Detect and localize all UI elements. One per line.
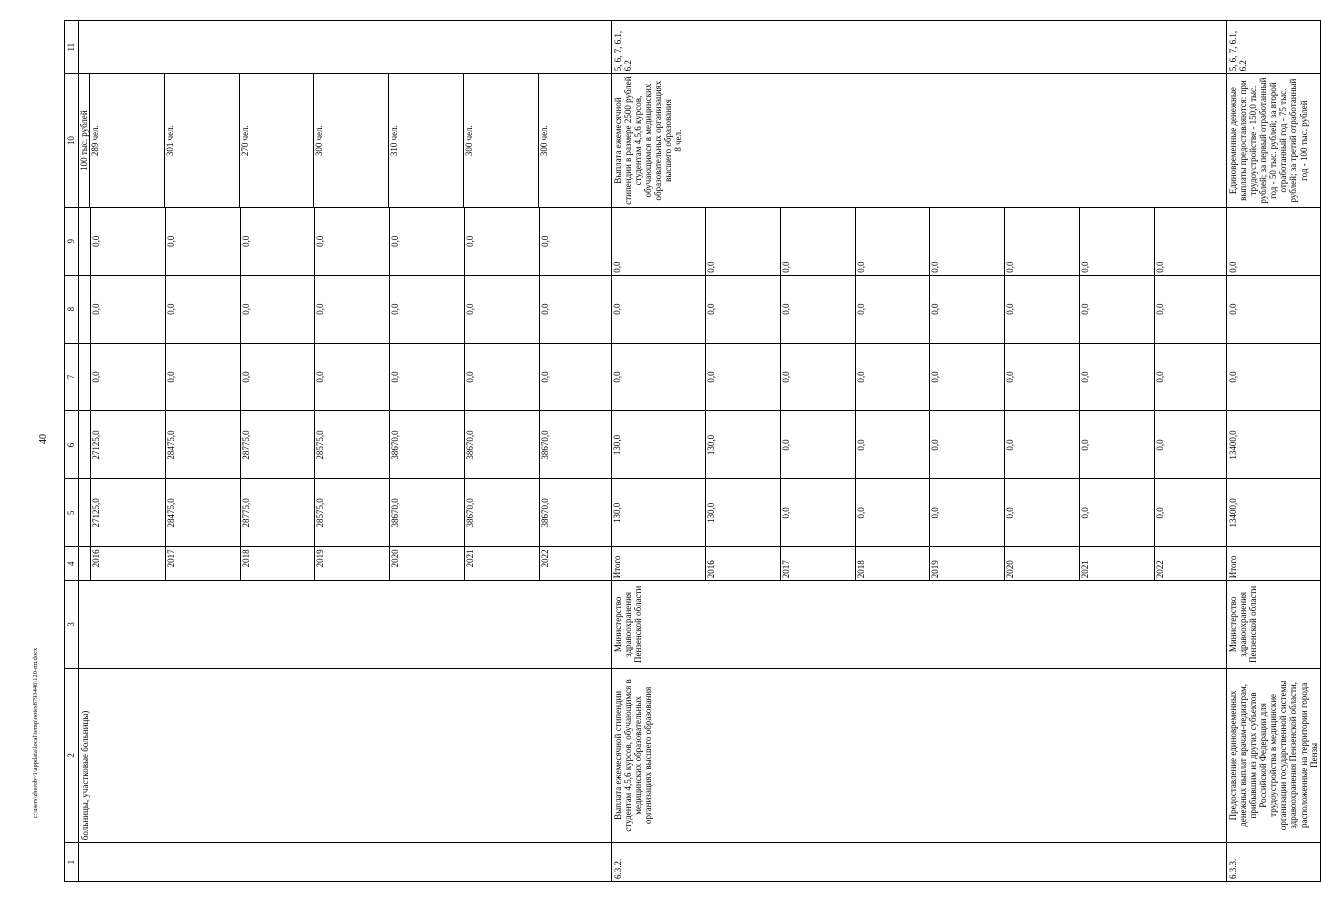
sub-cell: 0,0	[780, 276, 855, 343]
total-label: Итого	[1227, 547, 1321, 581]
row-refs: 5, 6, 7, 6.1, 6.2	[1227, 21, 1321, 74]
row-indicator: Единовременные денежные выплаты предоставляются: при трудоустройстве - 150,0 тыс. рублей; за первый отработанный год - 50 тыс. рублей; за второй отработанный год - 75 тыс. рублей; за третий отработанный год - 100 тыс. рублей	[1227, 74, 1321, 207]
sub-cell: 0,0	[315, 344, 390, 411]
total-col5: 130,0	[612, 502, 622, 523]
cont-executor	[79, 581, 612, 668]
sub-cell: 0,0	[1154, 261, 1165, 273]
continuation-row	[79, 21, 612, 882]
cont-col6	[79, 411, 612, 479]
sub-cell: 0,0	[240, 276, 315, 343]
header-cell: 6	[65, 411, 79, 479]
sub-cell: 0,0	[1080, 208, 1155, 275]
sub-cell: 2021	[465, 547, 540, 580]
sub-cell: 2022	[539, 549, 550, 568]
sub-cell: 0,0	[390, 208, 465, 275]
sub-cell: 2019	[930, 547, 1005, 580]
row-col9	[612, 207, 1227, 275]
sub-cell: 0,0	[1005, 208, 1080, 275]
total-label: Итого	[612, 555, 622, 579]
cont-col5	[79, 479, 612, 547]
sub-cell: 0,0	[240, 208, 315, 275]
sub-cell: 0,0	[1154, 371, 1165, 383]
row-years	[612, 547, 1227, 581]
sub-cell: 38670,0	[390, 412, 465, 479]
row-executor: Министерство здравоохранения Пензенской области	[1227, 581, 1321, 668]
indicator-text: Выплата ежемесячной стипендии в размере 2500 рублей студентам 4,5,6 курсов, обучающимся в медицинских образовательных организациях высшего образования	[613, 76, 674, 205]
total-col7: 0,0	[1227, 343, 1321, 411]
sub-cell: 28775,0	[240, 479, 315, 546]
sub-cell: 0,0	[1080, 344, 1155, 411]
total-col8: 0,0	[1227, 275, 1321, 343]
cont-num	[79, 843, 612, 882]
sub-cell: 0,0	[465, 276, 540, 343]
cont-col11	[79, 21, 612, 74]
sub-cell: 0,0	[165, 208, 240, 275]
sub-cell: 2018	[855, 547, 930, 580]
sub-cell: 0,0	[855, 344, 930, 411]
sub-cell: 300 чел.	[314, 74, 389, 206]
total-col8: 0,0	[612, 303, 622, 315]
total-col9: 0,0	[612, 261, 622, 273]
row-executor: Министерство здравоохранения Пензенской области	[612, 581, 1227, 668]
header-cell: 7	[65, 343, 79, 411]
sub-cell: 0,0	[1154, 303, 1165, 315]
sub-cell: 28575,0	[315, 479, 390, 546]
cont-col10	[79, 74, 612, 207]
header-cell: 10	[65, 74, 79, 207]
sub-cell: 28575,0	[315, 412, 390, 479]
header-cell: 4	[65, 547, 79, 581]
row-name: Выплата ежемесячной стипендии студентам 4,5,6 курсов, обучающимся в медицинских образовательных организациях высшего образования	[612, 668, 1227, 843]
sub-cell: 0,0	[165, 344, 240, 411]
sub-cell: 130,0	[706, 479, 781, 546]
row-number: 6.3.3.	[1227, 843, 1321, 882]
row-refs: 5, 6, 7, 6.1, 6.2	[612, 21, 1227, 74]
sub-cell: 2016	[706, 547, 781, 580]
sub-cell: 0,0	[539, 303, 550, 315]
sub-cell: 0,0	[91, 276, 166, 343]
sub-cell: 2017	[780, 547, 855, 580]
row-col6	[612, 411, 1227, 479]
row-col8	[612, 275, 1227, 343]
sub-cell: 0,0	[930, 344, 1005, 411]
sub-cell: 0,0	[780, 208, 855, 275]
total-col6: 13400,0	[1227, 411, 1321, 479]
sub-cell: 2017	[165, 547, 240, 580]
sub-cell: 0,0	[706, 276, 781, 343]
sub-cell: 28475,0	[165, 412, 240, 479]
header-row	[65, 21, 79, 882]
cont-years	[79, 547, 612, 581]
header-cell: 9	[65, 207, 79, 275]
sub-cell: 0,0	[1005, 479, 1080, 546]
sub-cell: 0,0	[465, 344, 540, 411]
sub-cell: 0,0	[930, 412, 1005, 479]
sub-cell: 38670,0	[465, 479, 540, 546]
sub-cell: 0,0	[855, 208, 930, 275]
sub-cell: 301 чел.	[164, 74, 239, 206]
header-cell: 11	[65, 21, 79, 74]
sub-cell: 0,0	[539, 235, 550, 247]
sub-cell: 0,0	[315, 276, 390, 343]
sub-cell: 0,0	[1154, 507, 1165, 519]
sub-cell: 310 чел.	[389, 74, 464, 206]
sub-cell: 130,0	[706, 412, 781, 479]
sub-cell: 28775,0	[240, 412, 315, 479]
sub-cell: 0,0	[1005, 344, 1080, 411]
program-table	[64, 20, 1321, 882]
sub-cell: 0,0	[240, 344, 315, 411]
row-number: 6.3.2.	[612, 843, 1227, 882]
sub-cell: 0,0	[1080, 276, 1155, 343]
sub-cell: 300 чел.	[464, 74, 539, 206]
sub-cell: 0,0	[465, 208, 540, 275]
sub-cell: 0,0	[706, 344, 781, 411]
sub-cell: 0,0	[780, 344, 855, 411]
total-col5: 13400,0	[1227, 479, 1321, 547]
sub-cell: 0,0	[165, 276, 240, 343]
sub-cell: 38670,0	[539, 498, 550, 528]
cont-col9	[79, 207, 612, 275]
sub-cell: 0,0	[1005, 276, 1080, 343]
sub-cell: 0,0	[855, 276, 930, 343]
sub-cell: 0,0	[855, 412, 930, 479]
file-path-footer: c:\users\zherob~1\appdata\local\temp\notes8793446\120-пп.docx	[32, 647, 39, 819]
sub-cell: 0,0	[1080, 479, 1155, 546]
header-cell: 2	[65, 668, 79, 843]
sub-cell: 0,0	[706, 208, 781, 275]
sub-cell: 0,0	[855, 479, 930, 546]
sub-cell: 0,0	[930, 208, 1005, 275]
page-number: 40	[38, 434, 49, 444]
sub-cell: 0,0	[539, 371, 550, 383]
sub-cell: 2022	[1154, 560, 1165, 579]
sub-cell: 38670,0	[539, 430, 550, 460]
sub-cell: 0,0	[91, 344, 166, 411]
sub-cell: 0,0	[780, 412, 855, 479]
cont-name: больницы, участковые больницы)	[79, 668, 612, 843]
row-indicator	[612, 74, 1227, 207]
cont-col8	[79, 275, 612, 343]
sub-cell: 0,0	[390, 344, 465, 411]
total-col7: 0,0	[612, 371, 622, 383]
sub-cell: 289 чел.	[90, 74, 165, 206]
sub-cell: 38670,0	[390, 479, 465, 546]
row-col5	[612, 479, 1227, 547]
sub-cell: 0,0	[780, 479, 855, 546]
sub-cell: 300 чел.	[538, 125, 549, 157]
row-6-3-3	[1227, 21, 1321, 882]
cont-col7	[79, 343, 612, 411]
total-col6: 130,0	[612, 434, 622, 456]
sub-cell: 0,0	[315, 208, 390, 275]
rotated-page	[64, 20, 1319, 882]
sub-cell: 0,0	[390, 276, 465, 343]
row-6-3-2	[612, 21, 1227, 882]
sub-cell: 270 чел.	[239, 74, 314, 206]
total-col9: 0,0	[1227, 207, 1321, 275]
sub-cell: 27125,0	[91, 479, 166, 546]
row-col7	[612, 343, 1227, 411]
indicator-value: 8 чел.	[673, 129, 684, 152]
sub-cell: 27125,0	[91, 412, 166, 479]
header-cell: 1	[65, 843, 79, 882]
sub-cell: 2020	[1005, 547, 1080, 580]
sub-cell: 28475,0	[165, 479, 240, 546]
sub-cell: 38670,0	[465, 412, 540, 479]
sub-cell: 2020	[390, 547, 465, 580]
sub-cell: 2019	[315, 547, 390, 580]
cont-col10-top: 100 тыс. рублей	[79, 110, 89, 171]
sub-cell: 2016	[91, 547, 166, 580]
sub-cell: 2021	[1080, 547, 1155, 580]
header-cell: 3	[65, 581, 79, 668]
sub-cell: 0,0	[1080, 412, 1155, 479]
header-cell: 5	[65, 479, 79, 547]
sub-cell: 0,0	[930, 479, 1005, 546]
header-cell: 8	[65, 275, 79, 343]
sub-cell: 0,0	[91, 208, 166, 275]
sub-cell: 0,0	[1154, 439, 1165, 451]
row-name: Предоставление единовременных денежных выплат врачам-педиатрам, прибывшим из других субъектов Российской Федерации для трудоустройства в медицинские организации государственной системы здравоохранения Пензенской области, расположенные на территории города Пензы	[1227, 668, 1321, 843]
program-table-wrapper	[64, 20, 1319, 882]
sub-cell: 0,0	[1005, 412, 1080, 479]
sub-cell: 0,0	[930, 276, 1005, 343]
sub-cell: 2018	[240, 547, 315, 580]
